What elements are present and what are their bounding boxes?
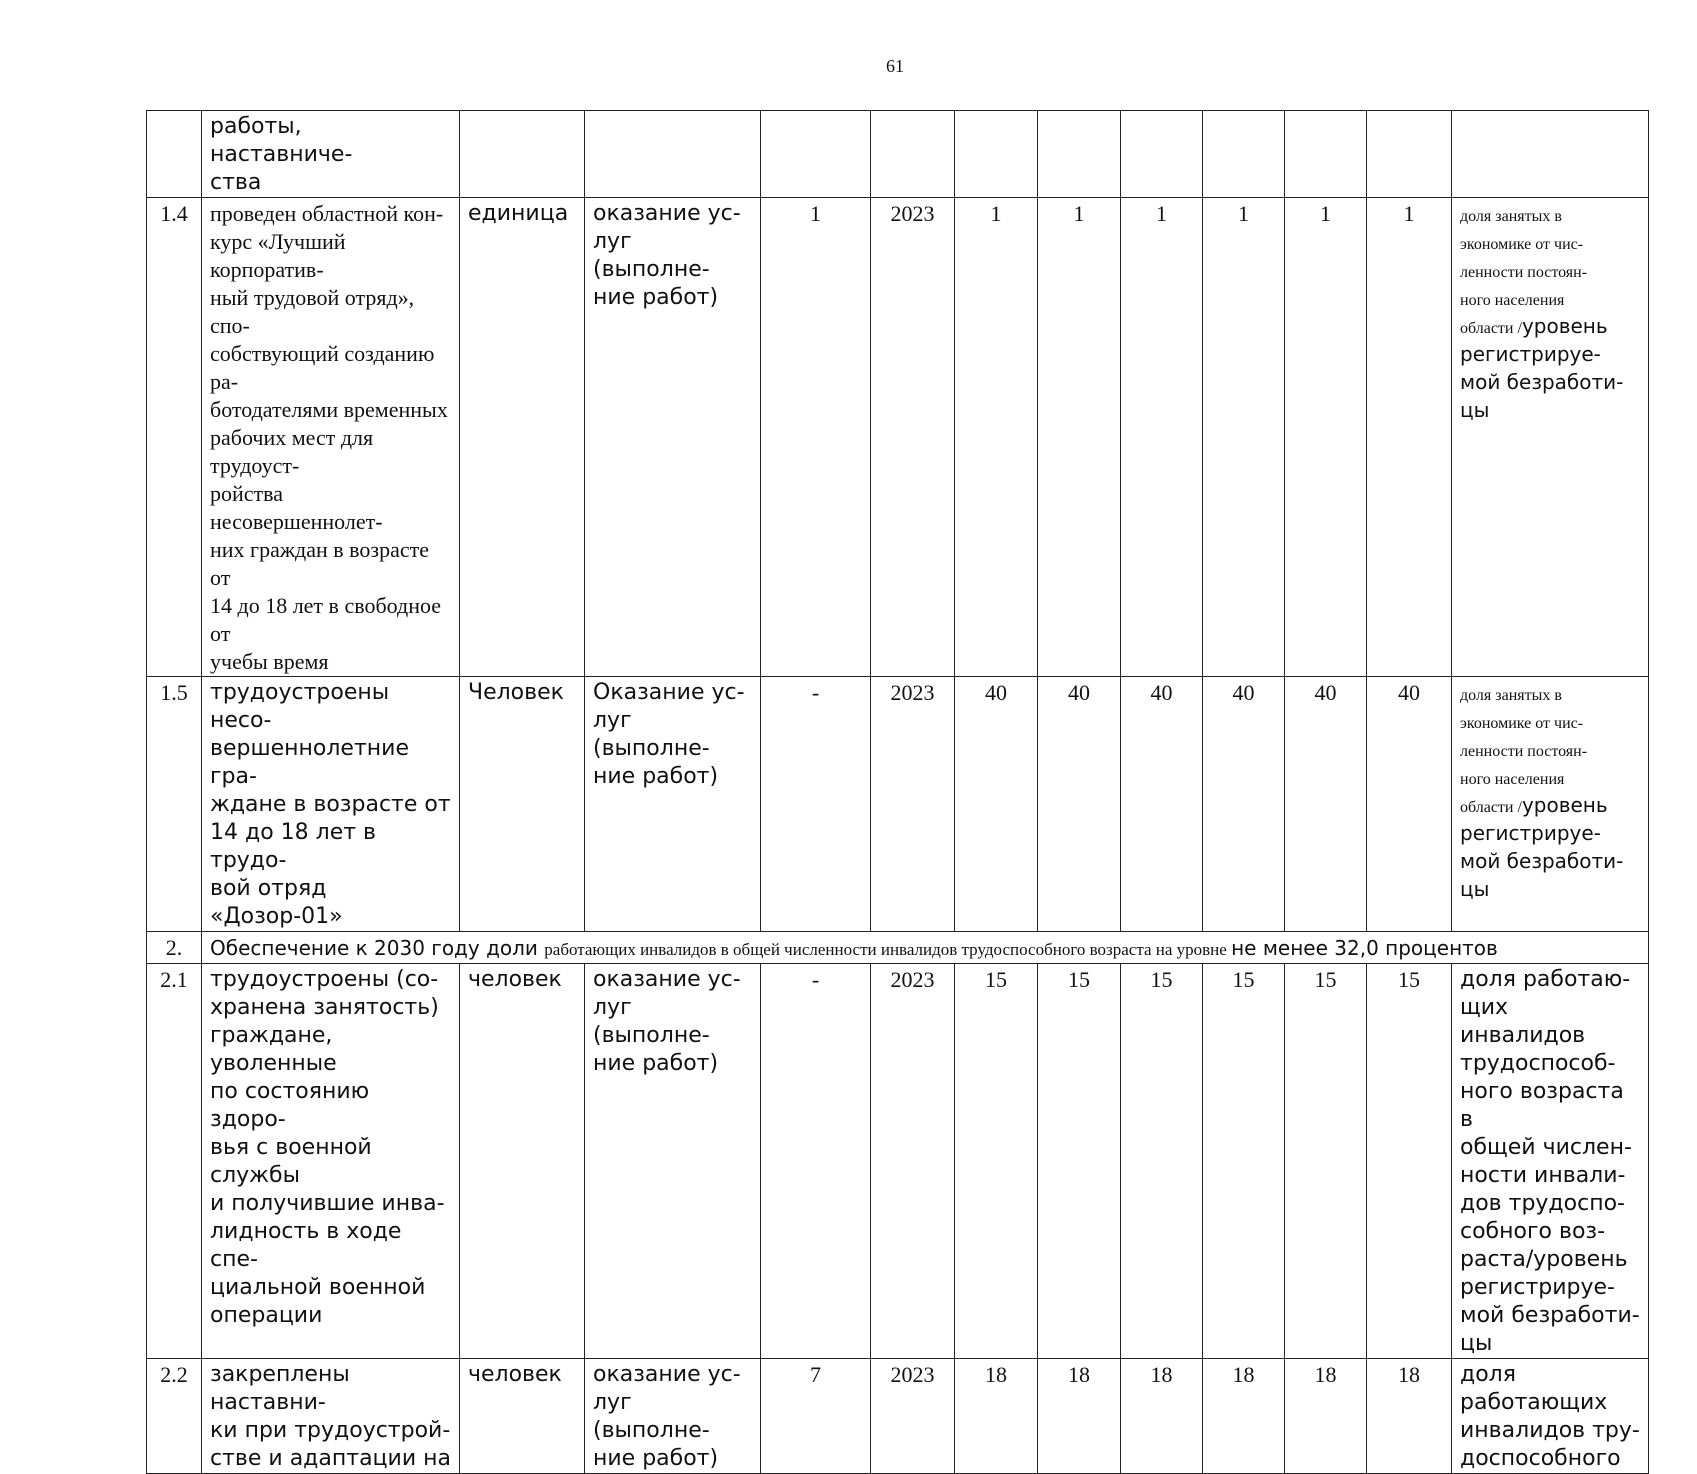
table-row — [147, 1359, 1649, 1474]
table-row — [147, 111, 1649, 198]
row-value-5: 18 — [1285, 1359, 1367, 1474]
row-value-1 — [955, 111, 1038, 198]
row-base: - — [761, 964, 871, 1359]
row-value-4: 40 — [1203, 677, 1285, 932]
row-value-3 — [1121, 111, 1203, 198]
row-value-2: 40 — [1038, 677, 1121, 932]
row-year — [871, 111, 955, 198]
row-name: трудоустроены (со- хранена занятость) граждане, уволенные по состоянию здоро- вья с военной службы и получившие инва- лидность в ходе спе- циальной военной операции — [202, 964, 460, 1359]
section-number: 2. — [147, 932, 202, 964]
row-value-4: 15 — [1203, 964, 1285, 1359]
indicator-small-text: доля занятых в экономике от чис- ленности постоян- ного населения области / — [1460, 687, 1588, 816]
row-indicator: доля работающих инвалидов тру- доспособного — [1452, 1359, 1649, 1474]
table-row — [147, 198, 1649, 677]
row-name: закреплены наставни- ки при трудоустрой- стве и адаптации на — [202, 1359, 460, 1474]
row-value-4: 1 — [1203, 198, 1285, 677]
row-value-6: 1 — [1367, 198, 1452, 677]
row-value-4 — [1203, 111, 1285, 198]
row-value-1: 18 — [955, 1359, 1038, 1474]
row-year: 2023 — [871, 677, 955, 932]
row-value-5: 40 — [1285, 677, 1367, 932]
row-year: 2023 — [871, 1359, 955, 1474]
row-number: 2.1 — [147, 964, 202, 1359]
row-value-2: 15 — [1038, 964, 1121, 1359]
row-name: трудоустроены несо- вершеннолетние гра- ждане в возрасте от 14 до 18 лет в трудо- вой отряд «Дозор-01» — [202, 677, 460, 932]
row-value-6 — [1367, 111, 1452, 198]
row-value-6: 40 — [1367, 677, 1452, 932]
row-value-2: 18 — [1038, 1359, 1121, 1474]
row-value-3: 40 — [1121, 677, 1203, 932]
row-type: Оказание ус- луг (выполне- ние работ) — [585, 677, 761, 932]
row-unit — [460, 111, 585, 198]
indicator-large-text: уровень регистрируе- мой безработи- цы — [1460, 314, 1624, 422]
row-year: 2023 — [871, 198, 955, 677]
row-number: 1.4 — [147, 198, 202, 677]
row-type: оказание ус- луг (выполне- ние работ) — [585, 1359, 761, 1474]
row-indicator — [1452, 198, 1649, 677]
row-value-3: 1 — [1121, 198, 1203, 677]
row-value-6: 15 — [1367, 964, 1452, 1359]
row-type: оказание ус- луг (выполне- ние работ) — [585, 964, 761, 1359]
row-value-5 — [1285, 111, 1367, 198]
row-unit: человек — [460, 1359, 585, 1474]
row-unit: Человек — [460, 677, 585, 932]
row-value-6: 18 — [1367, 1359, 1452, 1474]
row-value-2 — [1038, 111, 1121, 198]
row-indicator — [1452, 677, 1649, 932]
row-value-1: 40 — [955, 677, 1038, 932]
row-type: оказание ус- луг (выполне- ние работ) — [585, 198, 761, 677]
row-base: - — [761, 677, 871, 932]
row-number: 2.2 — [147, 1359, 202, 1474]
row-number: 1.5 — [147, 677, 202, 932]
row-type — [585, 111, 761, 198]
row-unit: единица — [460, 198, 585, 677]
row-indicator: доля работаю- щих инвалидов трудоспособ- ного возраста в общей числен- ности инвали- дов трудоспо- собного воз- раста/уровень регистрируе- мой безработи- цы — [1452, 964, 1649, 1359]
row-value-4: 18 — [1203, 1359, 1285, 1474]
row-value-3: 15 — [1121, 964, 1203, 1359]
row-indicator — [1452, 111, 1649, 198]
row-number — [147, 111, 202, 198]
row-value-1: 15 — [955, 964, 1038, 1359]
row-value-5: 1 — [1285, 198, 1367, 677]
row-base: 1 — [761, 198, 871, 677]
section-title — [202, 932, 1649, 964]
row-unit: человек — [460, 964, 585, 1359]
indicator-small-text: доля занятых в экономике от чис- ленности постоян- ного населения области / — [1460, 208, 1588, 337]
row-value-2: 1 — [1038, 198, 1121, 677]
section-text: Обеспечение к 2030 году доли работающих инвалидов в общей численности инвалидов трудоспособного возраста на уровне не менее 32,0 процентов — [210, 936, 1498, 960]
row-name: проведен областной кон- курс «Лучший корпоратив- ный трудовой отряд», спо- собствующий созданию ра- ботодателями временных рабочих мест для трудоуст- ройства несовершеннолет- них граждан в возрасте от 14 до 18 лет в свободное от учебы время — [202, 198, 460, 677]
indicators-table — [146, 110, 1649, 1474]
row-base — [761, 111, 871, 198]
section-row — [147, 932, 1649, 964]
table-row — [147, 677, 1649, 932]
indicator-large-text: уровень регистрируе- мой безработи- цы — [1460, 793, 1624, 901]
row-base: 7 — [761, 1359, 871, 1474]
page-number: 61 — [886, 56, 904, 76]
table-row — [147, 964, 1649, 1359]
row-value-1: 1 — [955, 198, 1038, 677]
row-year: 2023 — [871, 964, 955, 1359]
row-value-5: 15 — [1285, 964, 1367, 1359]
row-value-3: 18 — [1121, 1359, 1203, 1474]
row-name: работы, наставниче- ства — [202, 111, 460, 198]
